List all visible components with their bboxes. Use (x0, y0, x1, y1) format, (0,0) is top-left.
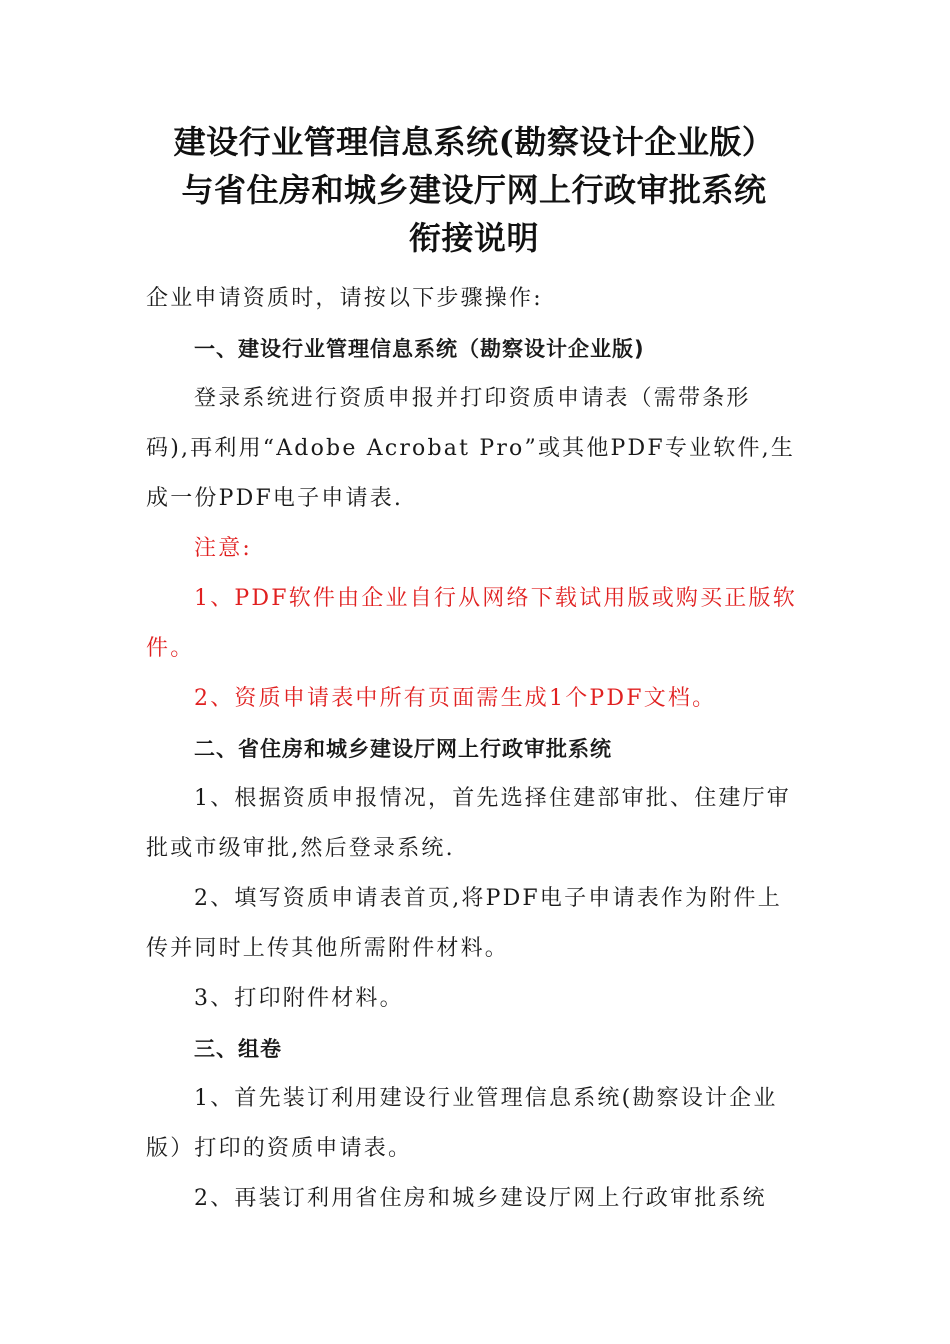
title-line-3: 衔接说明 (408, 219, 539, 257)
section-2-item-2-line-2: 传并同时上传其他所需附件材料。 (146, 936, 510, 961)
section-2-heading: 二、省住房和城乡建设厅网上行政审批系统 (194, 737, 612, 761)
intro-text: 企业申请资质时，请按以下步骤操作: (146, 286, 543, 311)
note-1-line-2: 件。 (146, 636, 195, 661)
note-label: 注意: (194, 536, 253, 561)
section-2-item-1-line-2: 批或市级审批,然后登录系统. (146, 836, 455, 861)
section-2-item-3: 3、打印附件材料。 (194, 986, 404, 1011)
section-3-item-1-line-1: 1、首先装订利用建设行业管理信息系统(勘察设计企业 (194, 1086, 778, 1111)
document-page (146, 118, 806, 1224)
section-2-item-1-line-1: 1、根据资质申报情况，首先选择住建部审批、住建厅审 (194, 786, 791, 811)
section-3-heading: 三、组卷 (194, 1037, 282, 1061)
section-1-para-line-3: 成一份PDF电子申请表. (146, 486, 404, 511)
document-title (142, 118, 806, 262)
section-1-para-line-1: 登录系统进行资质申报并打印资质申请表（需带条形 (194, 386, 751, 411)
title-line-1: 建设行业管理信息系统(勘察设计企业版） (173, 123, 775, 161)
note-2: 2、资质申请表中所有页面需生成1个PDF文档。 (194, 686, 717, 711)
section-2-item-2-line-1: 2、填写资质申请表首页,将PDF电子申请表作为附件上 (194, 886, 782, 911)
note-1-line-1: 1、PDF软件由企业自行从网络下载试用版或购买正版软 (194, 586, 797, 611)
section-3-item-1-line-2: 版）打印的资质申请表。 (146, 1136, 413, 1161)
title-line-2: 与省住房和城乡建设厅网上行政审批系统 (181, 171, 767, 209)
section-1-para-line-2: 码),再利用“Adobe Acrobat Pro”或其他PDF专业软件,生 (146, 436, 796, 461)
section-3-item-2-line-1: 2、再装订利用省住房和城乡建设厅网上行政审批系统 (194, 1186, 767, 1211)
section-1-heading: 一、建设行业管理信息系统（勘察设计企业版) (194, 337, 645, 361)
